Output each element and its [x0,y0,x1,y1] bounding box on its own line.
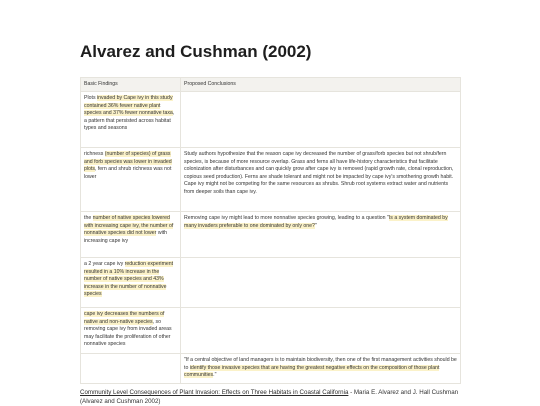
table-row [81,308,461,354]
cell-text: , a pattern that persisted across habitat types and seasons [84,110,175,132]
cell-text: ." [213,372,217,379]
cell-text: richness [84,151,105,157]
cell-text: Study authors hypothesize that the reason cape ivy decreased the number of grass/forb species but not shrub/fern species, is because of more resource overlap. Grass and ferns all have life-history characteristics that facilitate colonization after disturbances and can quickly grow after cape ivy is removed (rapid growth rate, clonal reproduction, copious seed production). Ferns are shade tolerant and might not be impacted by cape ivy's smothering growth habit. Cape ivy might not be competing for the same resources as shrubs. Shrub root systems extract water and nutrients from deeper soils than cape ivy. [184,151,454,195]
highlighted-text: invaded by Cape ivy in this study contained 36% fewer native plant species and 37% fewer nonnative taxa [84,95,173,117]
citation [80,389,480,406]
cell-text: , fern and shrub richness was not lower [84,166,172,180]
highlighted-text: reduction experiment resulted in a 10% increase in the number of native species and 43% increase in the number of nonnative species [84,261,174,298]
highlighted-text: (number of species) of grass and forb species was lower in invaded plots [84,151,172,173]
cell-text: a 2 year cape ivy [84,261,125,267]
table-row [81,354,461,384]
table-header-row [81,78,461,92]
finding-cell [81,354,181,384]
cell-text: the [84,215,93,221]
table-row [81,212,461,258]
cell-text: , so removing cape ivy from invaded areas may facilitate the proliferation of other nonnative species [84,318,172,348]
cell-text: with increasing cape ivy [84,230,168,244]
conclusion-cell [181,92,461,148]
citation-authors: - Maria E. Alvarez and J. Hall Cushman (Alvarez and Cushman 2002) [80,389,459,405]
finding-cell [81,212,181,258]
cell-text: Plots [84,95,97,101]
highlighted-text: cape ivy decreases the numbers of native and non-native species [84,311,165,325]
finding-cell [81,148,181,212]
finding-cell [81,92,181,148]
conclusion-cell [181,212,461,258]
article-link[interactable]: Community Level Consequences of Plant Invasion: Effects on Three Habitats in Coastal California [80,389,349,396]
column-header-proposed-conclusions: Proposed Conclusions [181,78,461,92]
column-header-basic-findings: Basic Findings [81,78,181,92]
cell-text: " [314,222,317,229]
conclusion-cell [181,258,461,308]
highlighted-text: number of native species lowered with increasing cape ivy, the number of nonnative species did not lower [84,215,174,237]
highlighted-text: Is a system dominated by many invaders preferable to one dominated by only one? [184,215,448,229]
highlighted-text: identify those invasive species that are having the greatest negative effects on the composition of those plant communities [184,364,440,379]
finding-cell [81,258,181,308]
conclusion-cell [181,354,461,384]
table-row [81,148,461,212]
table-row [81,258,461,308]
page-title: Alvarez and Cushman (2002) [80,42,312,61]
conclusion-cell [181,148,461,212]
finding-cell [81,308,181,354]
cell-text: Removing cape ivy might lead to more nonnative species growing, leading to a question " [184,215,389,221]
conclusion-cell [181,308,461,354]
findings-table [80,77,461,384]
table-row [81,92,461,148]
cell-text: "If a central objective of land managers is to maintain biodiversity, then one of the first management activities should be to [184,357,457,371]
